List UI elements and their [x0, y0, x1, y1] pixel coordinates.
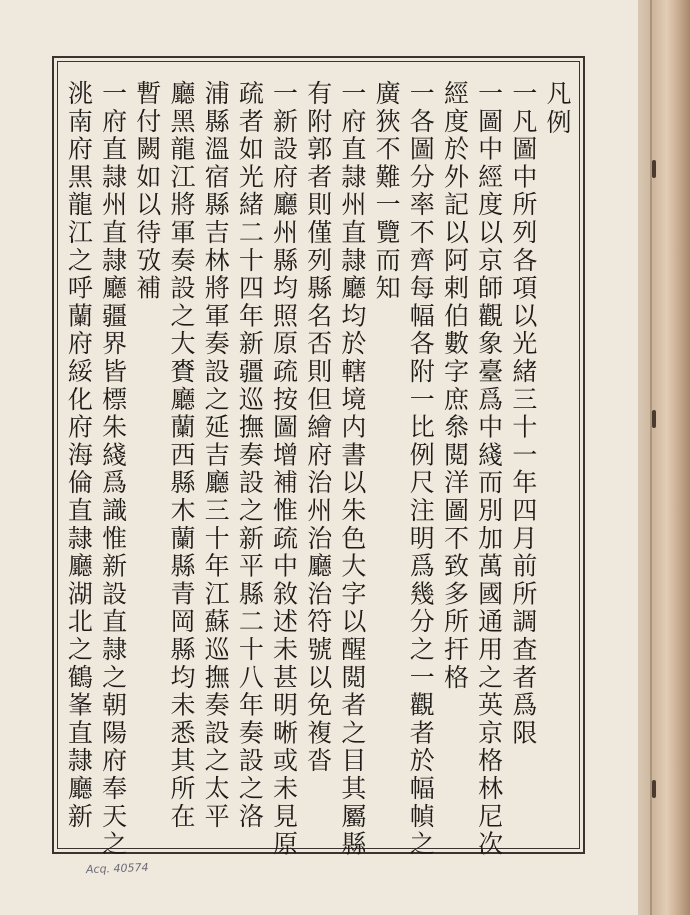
page-edge-strip [638, 0, 690, 915]
text-column: 有附郭者則僅列縣名否則但繪府治州治廳治符號以免複沓 [303, 80, 333, 775]
page-edge-line [650, 0, 652, 915]
text-column: 一圖中經度以京師觀象臺爲中綫而別加萬國通用之英京格林尼次 [474, 80, 504, 859]
text-column: 廳黑龍江將軍奏設之大賚廳蘭西縣木蘭縣青岡縣均未悉其所在 [166, 80, 196, 831]
binding-mark [652, 780, 656, 798]
binding-mark [652, 160, 656, 178]
vertical-text-area [64, 80, 572, 859]
text-column: 洮南府黒龍江之呼蘭府綏化府海倫直隷廳湖北之鶴峯直隷廳新 [64, 80, 94, 831]
text-column: 一府直隷州直隷廳均於轄境内書以朱色大字以醒閲者之目其屬縣 [337, 80, 367, 859]
text-column: 疏者如光緒二十四年新疆巡撫奏設之新平縣二十八年奏設之洛 [235, 80, 265, 831]
text-column: 暫付闕如以待攷補 [132, 80, 162, 303]
text-column: 廣狹不難一覽而知 [372, 80, 402, 303]
heading-fanli: 凡例 [543, 80, 572, 138]
binding-mark [652, 410, 656, 428]
text-column: 一凡圖中所列各項以光緒三十一年四月前所調査者爲限 [508, 80, 538, 748]
text-column: 一新設府廳州縣均照原疏按圖增補惟疏中敘述未甚明晰或未見原 [269, 80, 299, 859]
accession-stamp: Acq. 40574 [85, 860, 149, 877]
text-column: 一各圖分率不齊每幅各附一比例尺注明爲幾分之一觀者於幅幀之 [406, 80, 436, 859]
text-column: 浦縣溫宿縣吉林將軍奏設之延吉廳三十年江蘇巡撫奏設之太平 [201, 80, 231, 831]
text-column: 一府直隷州直隷廳疆界皆標朱綫爲識惟新設直隷之朝陽府奉天之 [98, 80, 128, 859]
text-column: 經度於外記以阿剌伯數字庶叅閲洋圖不致多所扞格 [440, 80, 470, 692]
